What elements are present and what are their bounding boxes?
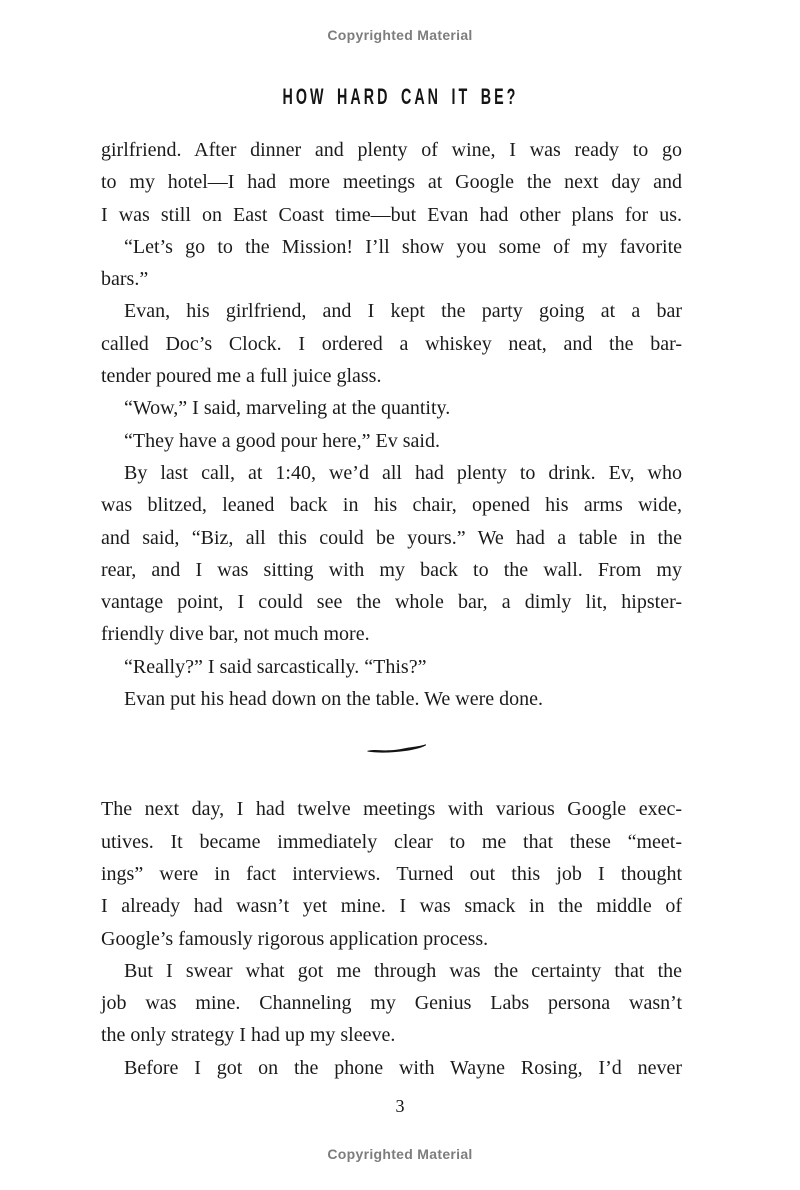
text-line: friendly dive bar, not much more.	[101, 623, 370, 646]
copyright-notice-top: Copyrighted Material	[327, 27, 473, 43]
text-line: I already had wasn’t yet mine. I was smack in the middle of	[101, 895, 682, 918]
body-section-2	[101, 793, 682, 1084]
text-line: to my hotel—I had more meetings at Google the next day and	[101, 171, 682, 194]
text-line: “Let’s go to the Mission! I’ll show you some of my favorite	[124, 235, 682, 258]
page-number: 3	[395, 1096, 405, 1116]
text-line: vantage point, I could see the whole bar, a dimly lit, hipster-	[101, 591, 682, 614]
text-line: Google’s famously rigorous application process.	[101, 927, 489, 950]
section-divider	[105, 742, 686, 755]
text-line: By last call, at 1:40, we’d all had plenty to drink. Ev, who	[124, 461, 682, 484]
text-line: Evan, his girlfriend, and I kept the party going at a bar	[124, 300, 682, 323]
text-line: The next day, I had twelve meetings with various Google exec-	[101, 798, 682, 821]
text-line: girlfriend. After dinner and plenty of wine, I was ready to go	[101, 139, 682, 161]
paragraph	[101, 392, 682, 424]
text-line: utives. It became immediately clear to me that these “meet-	[101, 830, 682, 853]
text-line: Evan put his head down on the table. We were done.	[124, 688, 544, 711]
running-header-text: HOW HARD CAN IT BE?	[282, 85, 518, 110]
brush-squiggle-icon	[365, 742, 427, 755]
paragraph	[101, 425, 682, 457]
text-line: “They have a good pour here,” Ev said.	[124, 429, 440, 452]
paragraph	[101, 793, 682, 954]
text-line: But I swear what got me through was the certainty that the	[124, 959, 682, 982]
paragraph	[101, 955, 682, 1052]
paragraph	[101, 683, 682, 715]
text-line: “Wow,” I said, marveling at the quantity.	[124, 397, 451, 420]
text-line: rear, and I was sitting with my back to the wall. From my	[101, 558, 682, 581]
text-line: tender poured me a full juice glass.	[101, 365, 382, 388]
text-line: I was still on East Coast time—but Evan had other plans for us.	[101, 203, 682, 226]
body-section-1	[101, 134, 682, 715]
text-line: called Doc’s Clock. I ordered a whiskey neat, and the bar-	[101, 332, 682, 355]
text-line: and said, “Biz, all this could be yours.” We had a table in the	[101, 526, 682, 549]
paragraph	[101, 134, 682, 231]
paragraph	[101, 651, 682, 683]
paragraph	[101, 231, 682, 296]
text-line: bars.”	[101, 268, 149, 291]
text-line: ings” were in fact interviews. Turned out this job I thought	[101, 862, 682, 885]
text-line: job was mine. Channeling my Genius Labs persona wasn’t	[101, 992, 682, 1015]
paragraph	[101, 295, 682, 392]
page-body-text	[101, 134, 682, 1084]
text-line: Before I got on the phone with Wayne Rosing, I’d never	[124, 1056, 682, 1079]
text-line: the only strategy I had up my sleeve.	[101, 1024, 396, 1047]
text-line: “Really?” I said sarcastically. “This?”	[124, 655, 427, 678]
text-line: was blitzed, leaned back in his chair, opened his arms wide,	[101, 494, 682, 517]
paragraph	[101, 1052, 682, 1084]
copyright-notice-bottom: Copyrighted Material	[327, 1146, 473, 1162]
running-header	[0, 85, 800, 109]
paragraph	[101, 457, 682, 651]
